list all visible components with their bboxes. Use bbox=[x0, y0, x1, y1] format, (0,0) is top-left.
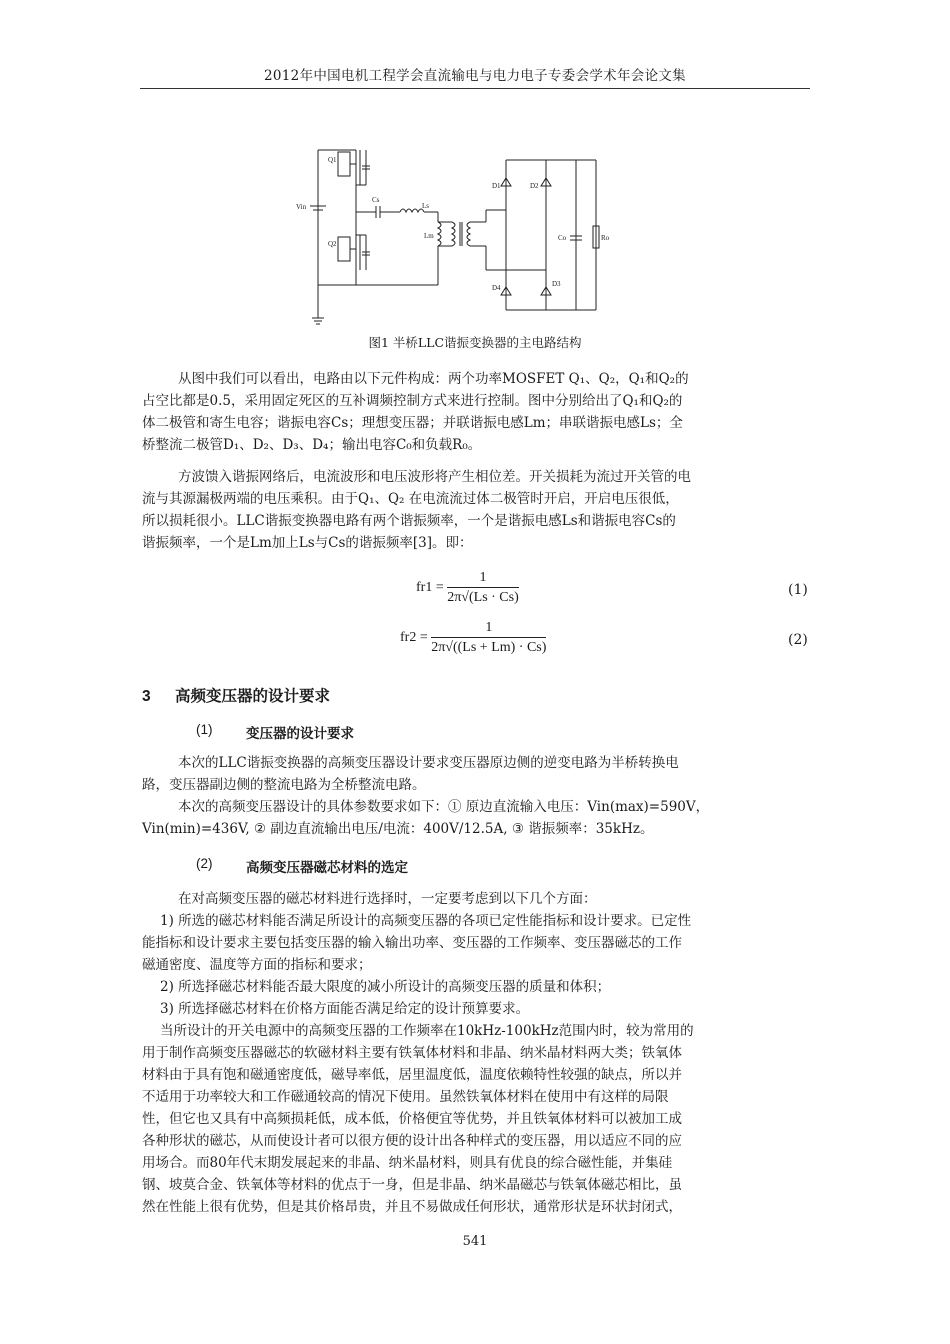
text-line: 用场合。而80年代末期发展起来的非晶、纳米晶材料，则具有优良的综合磁性能，并集硅 bbox=[142, 1155, 673, 1171]
equation-2-number: (2) bbox=[788, 632, 808, 648]
text-line: 占空比都是0.5，采用固定死区的互补调频控制方式来进行控制。图中分别给出了Q₁和Q₂的 bbox=[142, 393, 683, 409]
header-rule bbox=[140, 88, 810, 89]
text-line: 方波馈入谐振网络后，电流波形和电压波形将产生相位差。开关损耗为流过开关管的电 bbox=[178, 469, 691, 485]
subsection-2-number: (2) bbox=[196, 856, 213, 871]
eq1-fraction bbox=[447, 570, 519, 606]
paragraph-components bbox=[142, 368, 810, 456]
text-line: 本次的高频变压器设计的具体参数要求如下：① 原边直流输入电压：Vin(max)=590V， bbox=[178, 799, 710, 815]
figure-caption: 图1 半桥LLC谐振变换器的主电路结构 bbox=[368, 335, 582, 350]
eq2-denominator: 2π√((Ls + Lm) · Cs) bbox=[431, 640, 547, 655]
equation-2 bbox=[400, 620, 546, 656]
label-ls: Ls bbox=[422, 202, 429, 210]
text-line: 不适用于功率较大和工作磁通较高的情况下使用。虽然铁氧体材料在使用中有这样的局限 bbox=[142, 1089, 669, 1105]
paragraph-resonance bbox=[142, 466, 810, 554]
section-number: 3 bbox=[142, 688, 151, 705]
text-line: 能指标和设计要求主要包括变压器的输入输出功率、变压器的工作频率、变压器磁芯的工作 bbox=[142, 935, 682, 951]
paragraph-core-material bbox=[142, 888, 810, 1218]
eq1-numerator: 1 bbox=[447, 570, 519, 588]
label-q2: Q2 bbox=[328, 240, 337, 248]
label-lm: Lm bbox=[424, 232, 434, 240]
subsection-1-number: (1) bbox=[196, 722, 213, 737]
text-line: 在对高频变压器的磁芯材料进行选择时，一定要考虑到以下几个方面： bbox=[178, 891, 597, 907]
text-line: 体二极管和寄生电容；谐振电容Cs；理想变压器；并联谐振电感Lm；串联谐振电感Ls；全 bbox=[142, 415, 683, 431]
text-line: 所以损耗很小。LLC谐振变换器电路有两个谐振频率，一个是谐振电感Ls和谐振电容Cs的 bbox=[142, 513, 676, 529]
label-ro: Ro bbox=[601, 234, 610, 242]
equation-1-number: (1) bbox=[788, 582, 808, 598]
label-co: Co bbox=[558, 234, 567, 242]
paragraph-requirements bbox=[142, 752, 810, 840]
eq1-lhs: fr1 = bbox=[416, 580, 444, 596]
circuit-figure bbox=[296, 140, 626, 325]
text-line: 各种形状的磁芯，从而使设计者可以很方便的设计出各种样式的变压器，用以适应不同的应 bbox=[142, 1133, 682, 1149]
eq2-lhs: fr2 = bbox=[400, 630, 428, 646]
text-line: 然在性能上很有优势，但是其价格昂贵，并且不易做成任何形状，通常形状是环状封闭式， bbox=[142, 1199, 682, 1215]
text-line: 1) 所选的磁芯材料能否满足所设计的高频变压器的各项已定性能指标和设计要求。已定性 bbox=[160, 913, 692, 929]
text-line: 路，变压器副边侧的整流电路为全桥整流电路。 bbox=[142, 777, 426, 793]
text-line: 本次的LLC谐振变换器的高频变压器设计要求变压器原边侧的逆变电路为半桥转换电 bbox=[178, 755, 679, 771]
label-d4: D4 bbox=[492, 284, 501, 292]
text-line: 磁通密度、温度等方面的指标和要求； bbox=[142, 957, 372, 973]
text-line: 钢、坡莫合金、铁氧体等材料的优点于一身，但是非晶、纳米晶磁芯与铁氧体磁芯相比，虽 bbox=[142, 1177, 682, 1193]
label-d1: D1 bbox=[492, 182, 501, 190]
subsection-1-title: 变压器的设计要求 bbox=[246, 726, 354, 741]
text-line: 用于制作高频变压器磁芯的软磁材料主要有铁氧体材料和非晶、纳米晶材料两大类；铁氧体 bbox=[142, 1045, 682, 1061]
text-line: 当所设计的开关电源中的高频变压器的工作频率在10kHz-100kHz范围内时，较为常用的 bbox=[160, 1023, 694, 1039]
running-header: 2012年中国电机工程学会直流输电与电力电子专委会学术年会论文集 bbox=[264, 68, 686, 84]
text-line: 2) 所选择磁芯材料能否最大限度的减小所设计的高频变压器的质量和体积； bbox=[160, 979, 611, 995]
label-d3: D3 bbox=[552, 280, 561, 288]
text-line: 流与其源漏极两端的电压乘积。由于Q₁、Q₂ 在电流流过体二极管时开启，开启电压很低， bbox=[142, 491, 679, 507]
text-line: Vin(min)=436V, ② 副边直流输出电压/电流：400V/12.5A, ③ 谐振频率：35kHz。 bbox=[142, 821, 654, 837]
equation-1 bbox=[416, 570, 519, 606]
text-line: 材料由于具有饱和磁通密度低，磁导率低，居里温度低，温度依赖特性较强的缺点，所以并 bbox=[142, 1067, 682, 1083]
label-cs: Cs bbox=[372, 196, 380, 204]
text-line: 桥整流二极管D₁、D₂、D₃、D₄；输出电容C₀和负载R₀。 bbox=[142, 437, 482, 453]
label-q1: Q1 bbox=[328, 156, 337, 164]
text-line: 性，但它也又具有中高频损耗低，成本低，价格便宜等优势，并且铁氧体材料可以被加工成 bbox=[142, 1111, 682, 1127]
section-heading bbox=[142, 684, 330, 706]
text-line: 3) 所选择磁芯材料在价格方面能否满足给定的设计预算要求。 bbox=[160, 1001, 530, 1017]
eq1-denominator: 2π√(Ls · Cs) bbox=[447, 590, 519, 605]
label-d2: D2 bbox=[530, 182, 539, 190]
section-title: 高频变压器的设计要求 bbox=[174, 688, 330, 705]
label-vin: Vin bbox=[296, 203, 307, 211]
subsection-2-title: 高频变压器磁芯材料的选定 bbox=[246, 860, 408, 875]
eq2-numerator: 1 bbox=[431, 620, 546, 638]
page-number: 541 bbox=[462, 1234, 488, 1249]
text-line: 从图中我们可以看出，电路由以下元件构成：两个功率MOSFET Q₁、Q₂，Q₁和Q₂的 bbox=[178, 371, 689, 387]
text-line: 谐振频率，一个是Lm加上Ls与Cs的谐振频率[3]。即： bbox=[142, 535, 473, 551]
eq2-fraction bbox=[431, 620, 546, 656]
